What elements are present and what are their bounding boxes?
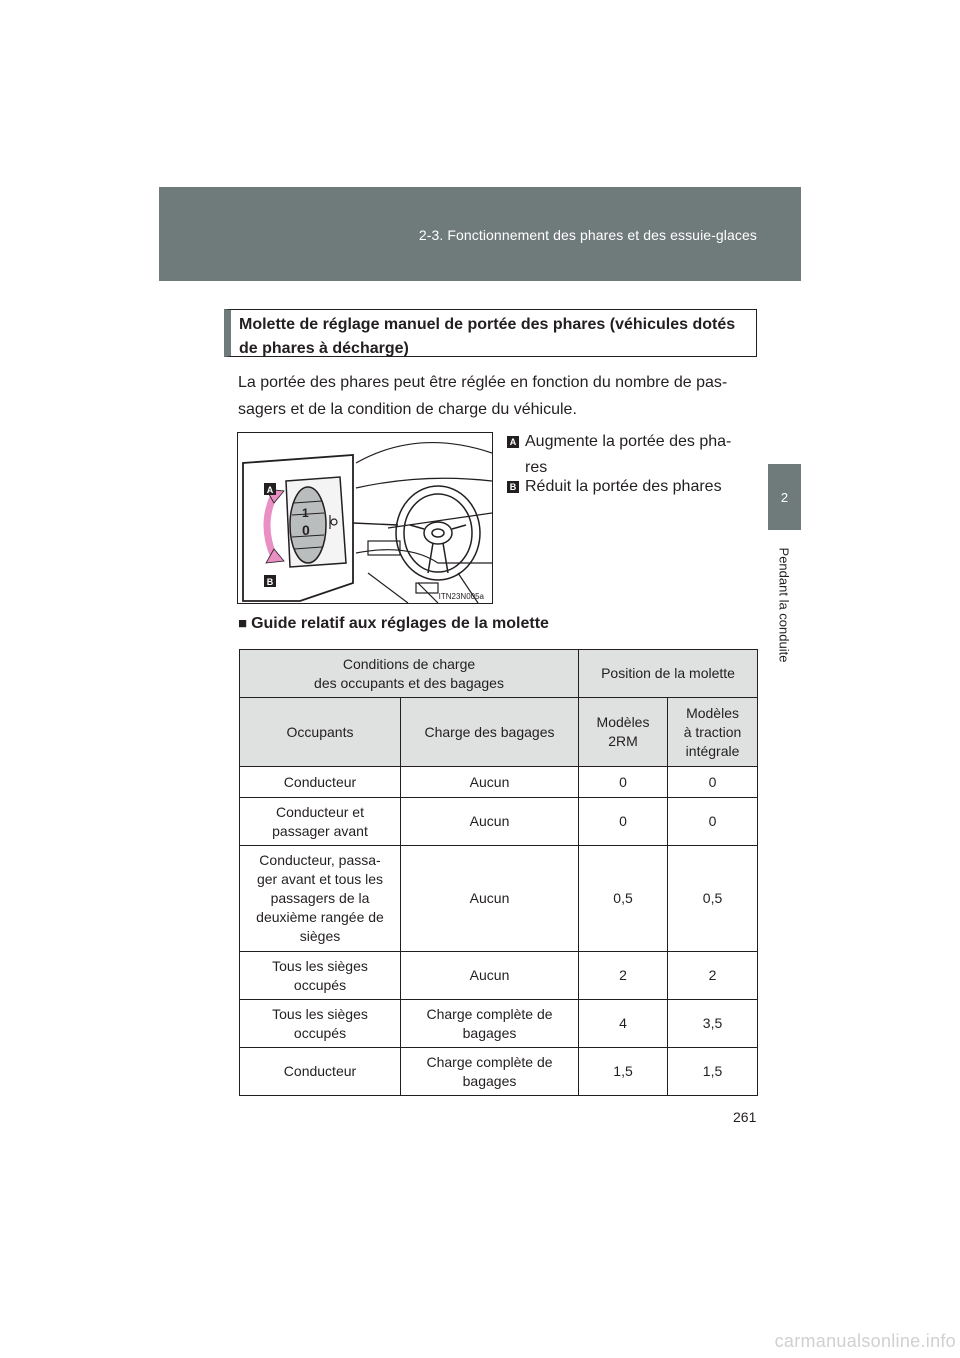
header-section-title: 2-3. Fonctionnement des phares et des essuie-glaces: [418, 227, 757, 243]
cell-2rm: 0: [579, 767, 668, 798]
intro-line-2: sagers et de la condition de charge du véhicule.: [238, 401, 577, 418]
cell-occupants-line: occupés: [293, 1024, 347, 1041]
legend-a-line-1: [507, 429, 759, 455]
chapter-tab: [768, 464, 801, 530]
cell-occupants: [240, 798, 401, 846]
cell-charge-line: Aucun: [469, 773, 510, 790]
section-title-line-1: Molette de réglage manuel de portée des phares (véhicules dotés: [239, 316, 736, 333]
cell-charge: [401, 798, 579, 846]
header-2rm: [579, 698, 668, 767]
legend-a-text-1: Augmente la portée des pha-: [525, 433, 732, 450]
intro-paragraph: [238, 369, 758, 423]
header-4wd-line-1: Modèles: [686, 704, 739, 721]
cell-charge: [401, 767, 579, 798]
header-2rm-line-1: Modèles: [596, 714, 650, 730]
cell-charge: [401, 846, 579, 952]
section-title-box: [224, 309, 757, 357]
cell-2rm: 4: [579, 1000, 668, 1048]
figure-code: ITN23N005a: [438, 592, 484, 601]
cell-4wd: 0: [668, 798, 758, 846]
cell-occupants: [240, 1000, 401, 1048]
cell-occupants: [240, 952, 401, 1000]
cell-occupants: [240, 846, 401, 952]
cell-charge-line: Aucun: [469, 967, 510, 983]
subheading-text: Guide relatif aux réglages de la molette: [251, 615, 549, 632]
header-position: Position de la molette: [579, 650, 758, 698]
header-charge: Charge des bagages: [401, 698, 579, 767]
headlight-dial-illustration: [237, 432, 493, 604]
header-conditions-line-1: Conditions de charge: [342, 655, 476, 672]
legend-a-line-2: res: [525, 459, 548, 476]
cell-occupants-line: Conducteur: [283, 773, 357, 790]
callout-pointer: [353, 523, 398, 525]
cell-occupants-line: Tous les sièges: [272, 1005, 368, 1022]
page-number: 261: [733, 1109, 757, 1125]
cell-occupants-line: Tous les sièges: [272, 957, 368, 974]
cell-charge-line: bagages: [462, 1072, 517, 1089]
legend-badge-a: A: [507, 436, 519, 448]
legend-badge-b: B: [507, 481, 519, 493]
cell-4wd: 1,5: [668, 1048, 758, 1096]
cell-charge-line: Aucun: [469, 813, 510, 829]
figure-badge-b-label: B: [266, 577, 274, 587]
illustration-svg: [238, 433, 492, 603]
cell-4wd: 0,5: [668, 846, 758, 952]
table-row: [240, 1048, 758, 1096]
header-band: [159, 187, 801, 281]
header-4wd: [668, 698, 758, 767]
cell-occupants-line: Conducteur, passa-: [259, 852, 381, 868]
legend-b-line-1: [507, 474, 759, 500]
cell-occupants-line: Conducteur: [283, 1063, 357, 1079]
cell-charge-line: Charge complète de: [426, 1053, 553, 1070]
table-header-row-1: [240, 650, 758, 698]
section-title: [239, 313, 756, 361]
cell-occupants-line: passager avant: [272, 822, 368, 839]
subheading: [238, 613, 549, 635]
header-4wd-line-2: à traction: [683, 723, 742, 740]
header-occupants: Occupants: [240, 698, 401, 767]
section-title-line-2: de phares à décharge): [239, 340, 409, 357]
header-2rm-line-2: 2RM: [608, 733, 638, 749]
table-row: [240, 952, 758, 1000]
settings-guide-table: [239, 649, 758, 1096]
cell-charge: [401, 1000, 579, 1048]
cell-4wd: 3,5: [668, 1000, 758, 1048]
cell-charge-line: bagages: [462, 1024, 517, 1041]
cell-2rm: 0: [579, 798, 668, 846]
cell-2rm: 0,5: [579, 846, 668, 952]
table-row: [240, 798, 758, 846]
table-body: [240, 767, 758, 1096]
legend-b-text-1: Réduit la portée des phares: [525, 478, 722, 495]
cell-charge-line: Aucun: [469, 890, 510, 906]
chapter-label: Pendant la conduite: [776, 547, 792, 663]
cell-occupants-line: passagers de la: [270, 890, 370, 906]
table-row: [240, 767, 758, 798]
square-bullet-icon: ■: [238, 615, 248, 632]
watermark: carmanualsonline.info: [774, 1331, 956, 1351]
cell-occupants-line: Conducteur et: [276, 803, 364, 820]
chapter-number: 2: [780, 489, 789, 505]
legend-item-b: [507, 474, 759, 500]
figure-badge-a-label: A: [266, 485, 274, 495]
intro-line-1: La portée des phares peut être réglée en fonction du nombre de pas-: [238, 374, 728, 391]
cell-occupants: [240, 1048, 401, 1096]
cell-2rm: 1,5: [579, 1048, 668, 1096]
table-row: [240, 1000, 758, 1048]
steering-wheel: [396, 486, 480, 580]
table-header-row-2: [240, 698, 758, 767]
cell-occupants-line: sièges: [299, 928, 341, 944]
cell-occupants-line: ger avant et tous les: [256, 871, 384, 887]
cell-occupants-line: occupés: [293, 976, 347, 993]
cell-4wd: 0: [668, 767, 758, 798]
dial-mark-1: 1: [302, 506, 309, 520]
header-4wd-line-3: intégrale: [685, 742, 740, 759]
cell-occupants: [240, 767, 401, 798]
cell-charge: [401, 1048, 579, 1096]
cell-2rm: 2: [579, 952, 668, 1000]
cell-charge-line: Charge complète de: [426, 1005, 553, 1022]
cell-4wd: 2: [668, 952, 758, 1000]
header-conditions: [240, 650, 579, 698]
cell-occupants-line: deuxième rangée de: [256, 909, 384, 925]
cell-charge: [401, 952, 579, 1000]
table-row: [240, 846, 758, 952]
header-conditions-line-2: des occupants et des bagages: [314, 674, 504, 691]
dial-mark-0: 0: [302, 522, 310, 538]
